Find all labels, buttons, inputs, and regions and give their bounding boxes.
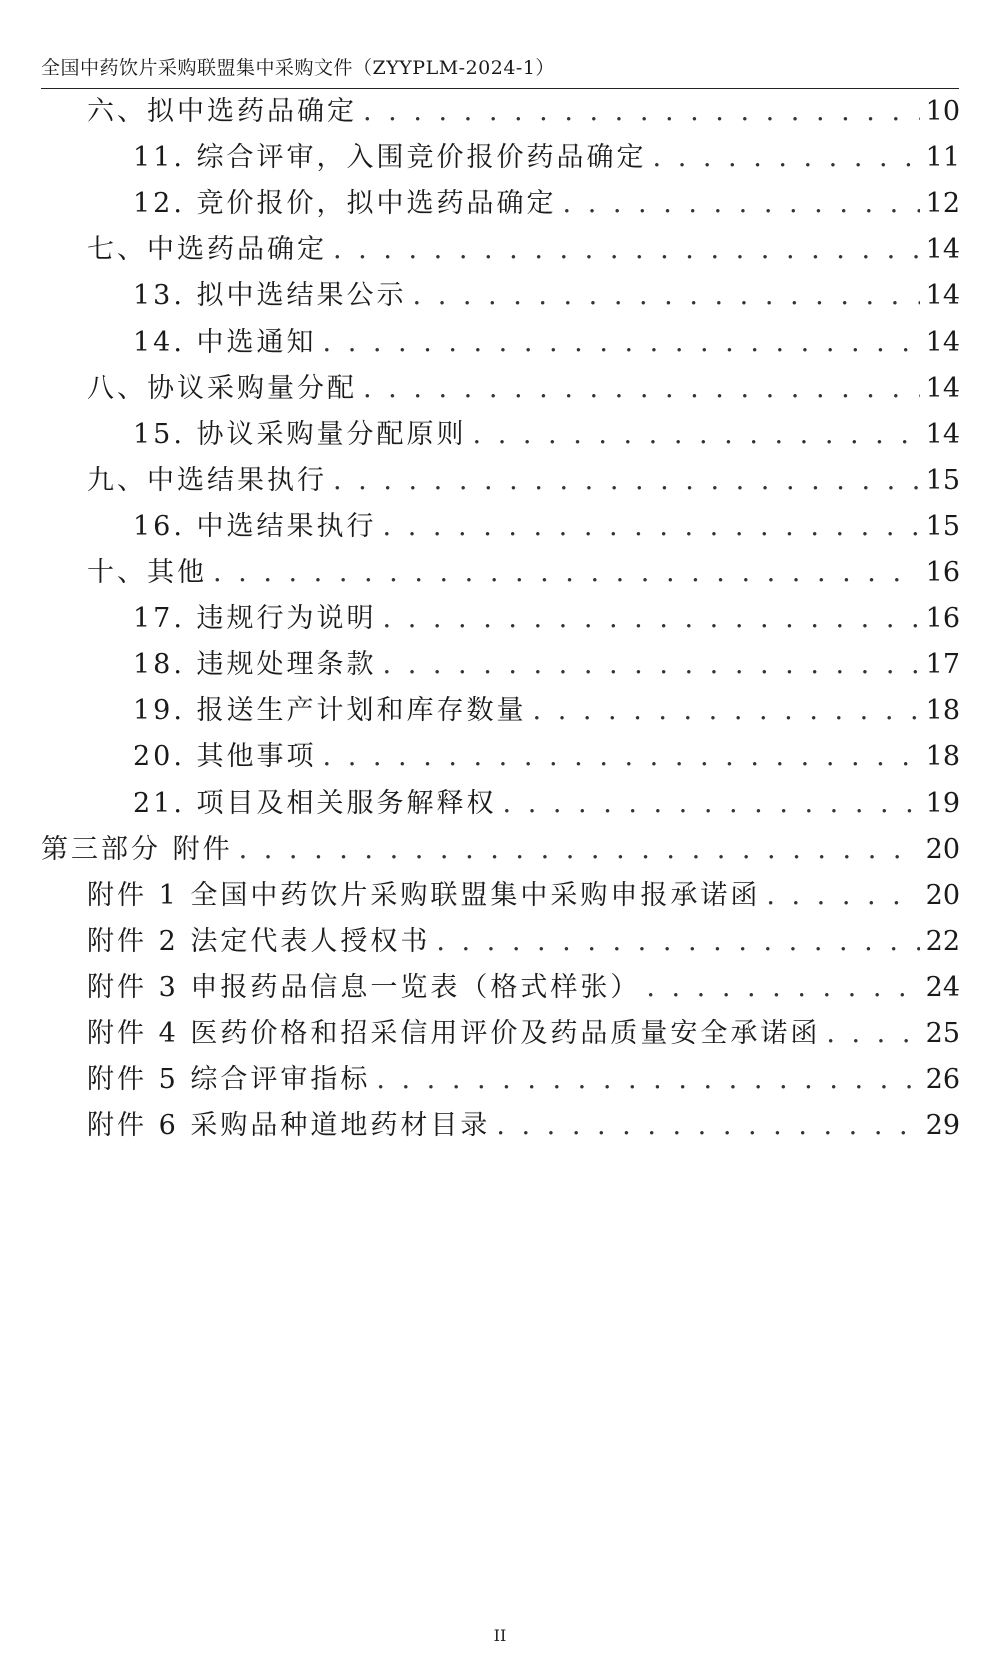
toc-entry-page: 29 (925, 1110, 960, 1142)
toc-dot-leader (826, 1014, 919, 1054)
toc-entry-title: 九、中选结果执行 (87, 464, 327, 496)
toc-dot-leader (333, 461, 920, 501)
toc-entry-title: 18. 违规处理条款 (133, 649, 377, 681)
toc-entry-title: 12. 竞价报价，拟中选药品确定 (133, 188, 557, 220)
toc-entry-title: 16. 中选结果执行 (133, 510, 377, 542)
toc-dot-leader (333, 230, 920, 270)
toc-entry-title: 十、其他 (87, 557, 207, 588)
toc-entry[interactable] (87, 1106, 960, 1146)
toc-entry-title: 附件 6 采购品种道地药材目录 (87, 1110, 491, 1142)
toc-entry[interactable] (133, 507, 960, 547)
toc-entry-title: 13. 拟中选结果公示 (133, 280, 407, 312)
toc-entry-page: 10 (925, 96, 960, 127)
toc-entry[interactable] (133, 415, 960, 455)
toc-entry[interactable] (87, 876, 960, 916)
toc-entry-page: 20 (925, 879, 960, 911)
toc-entry-page: 12 (925, 188, 960, 220)
toc-entry-title: 第三部分 附件 (41, 833, 233, 865)
toc-entry-page: 20 (925, 833, 960, 865)
toc-entry[interactable] (87, 92, 960, 132)
document-header: 全国中药饮片采购联盟集中采购文件（ZYYPLM-2024-1） (41, 56, 959, 89)
toc-dot-leader (533, 691, 920, 731)
toc-entry-page: 15 (925, 510, 960, 542)
toc-entry[interactable] (87, 1014, 960, 1054)
toc-entry[interactable] (133, 645, 960, 685)
toc-entry-page: 14 (925, 326, 960, 358)
toc-entry-title: 14. 中选通知 (133, 326, 317, 358)
page-number: II (493, 1626, 507, 1645)
toc-dot-leader (766, 876, 919, 916)
toc-entry-page: 11 (925, 142, 960, 174)
toc-entry[interactable] (87, 968, 960, 1008)
toc-entry[interactable] (133, 737, 960, 777)
toc-entry-title: 六、拟中选药品确定 (87, 96, 357, 127)
toc-dot-leader (436, 922, 919, 962)
toc-dot-leader (503, 784, 920, 824)
toc-entry-title: 七、中选药品确定 (87, 234, 327, 266)
toc-entry-title: 八、协议采购量分配 (87, 372, 357, 404)
toc-entry-title: 附件 3 申报药品信息一览表（格式样张） (87, 971, 641, 1003)
toc-entry-title: 20. 其他事项 (133, 741, 317, 773)
toc-entry-title: 附件 4 医药价格和招采信用评价及药品质量安全承诺函 (87, 1018, 821, 1049)
toc-dot-leader (363, 369, 920, 409)
toc-entry-page: 26 (925, 1064, 960, 1096)
toc-entry-title: 附件 5 综合评审指标 (87, 1064, 371, 1096)
toc-entry-title: 附件 2 法定代表人授权书 (87, 925, 431, 957)
toc-dot-leader (383, 645, 920, 685)
toc-entry-title: 19. 报送生产计划和库存数量 (133, 695, 527, 727)
toc-dot-leader (646, 968, 919, 1008)
toc-entry[interactable] (133, 691, 960, 731)
toc-dot-leader (323, 737, 920, 777)
toc-entry-page: 19 (925, 787, 960, 819)
toc-entry[interactable] (133, 138, 960, 178)
toc-entry[interactable] (133, 184, 960, 224)
toc-entry-page: 18 (925, 741, 960, 773)
toc-entry[interactable] (87, 461, 960, 501)
toc-entry-page: 16 (925, 557, 960, 588)
toc-dot-leader (563, 184, 920, 224)
toc-entry[interactable] (41, 830, 960, 870)
toc-entry[interactable] (133, 276, 960, 316)
toc-entry-title: 15. 协议采购量分配原则 (133, 418, 467, 450)
toc-entry[interactable] (87, 230, 960, 270)
toc-entry[interactable] (133, 323, 960, 363)
toc-entry-title: 附件 1 全国中药饮片采购联盟集中采购申报承诺函 (87, 879, 761, 911)
toc-dot-leader (383, 599, 920, 639)
toc-entry-page: 18 (925, 695, 960, 727)
toc-entry-page: 14 (925, 280, 960, 312)
toc-entry-page: 22 (925, 925, 960, 957)
toc-entry[interactable] (133, 784, 960, 824)
toc-entry[interactable] (87, 922, 960, 962)
toc-entry-page: 14 (925, 372, 960, 404)
toc-dot-leader (653, 138, 920, 178)
toc-entry[interactable] (87, 1060, 960, 1100)
toc-entry-page: 14 (925, 418, 960, 450)
toc-dot-leader (376, 1060, 919, 1100)
toc-dot-leader (239, 830, 920, 870)
toc-dot-leader (323, 323, 920, 363)
toc-entry-page: 16 (925, 603, 960, 635)
toc-dot-leader (473, 415, 920, 455)
toc-entry-title: 17. 违规行为说明 (133, 603, 377, 635)
toc-dot-leader (363, 92, 920, 132)
toc-dot-leader (413, 276, 920, 316)
toc-entry-title: 21. 项目及相关服务解释权 (133, 787, 497, 819)
toc-entry-page: 17 (925, 649, 960, 681)
toc-dot-leader (496, 1106, 919, 1146)
toc-entry-page: 24 (925, 971, 960, 1003)
toc-dot-leader (213, 553, 920, 593)
toc-dot-leader (383, 507, 920, 547)
toc-entry-page: 14 (925, 234, 960, 266)
toc-entry-title: 11. 综合评审，入围竞价报价药品确定 (133, 142, 647, 174)
toc-entry-page: 15 (925, 464, 960, 496)
toc-entry[interactable] (87, 369, 960, 409)
toc-entry[interactable] (133, 599, 960, 639)
toc-entry-page: 25 (925, 1018, 960, 1049)
toc-entry[interactable] (87, 553, 960, 593)
